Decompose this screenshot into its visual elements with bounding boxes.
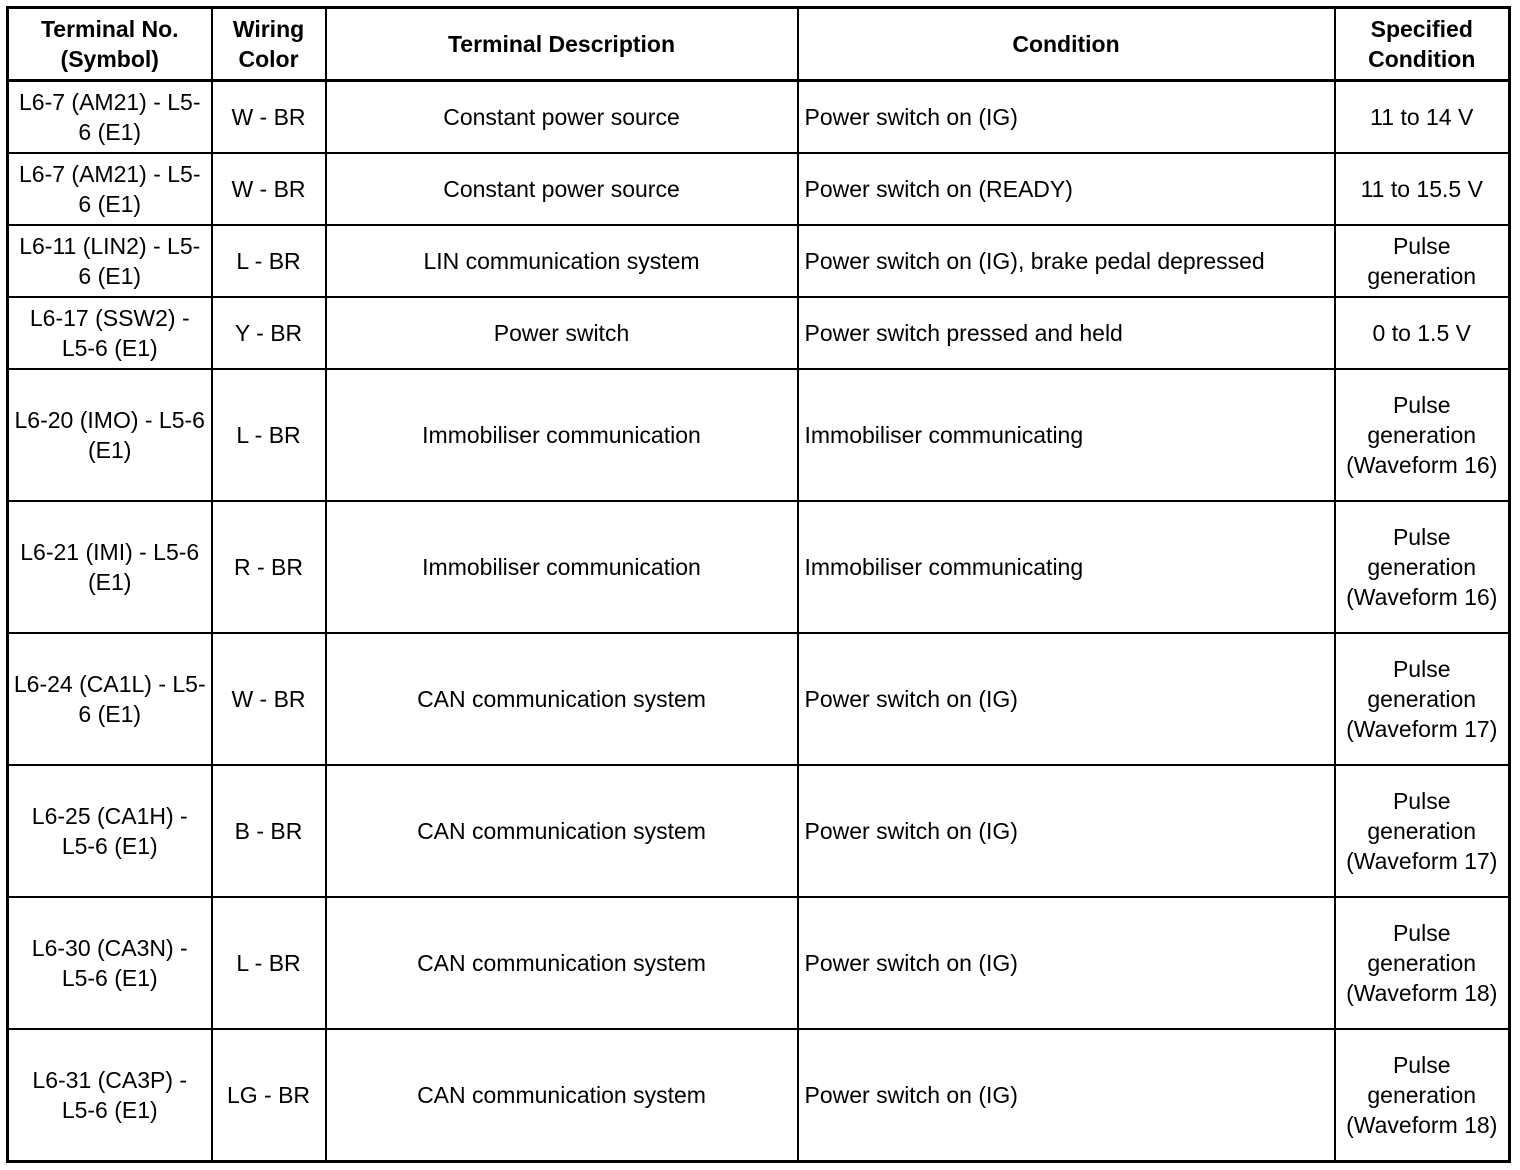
cell-specified-condition: 11 to 14 V: [1335, 81, 1510, 154]
table-row: [8, 225, 1510, 297]
cell-terminal: L6-25 (CA1H) - L5-6 (E1): [8, 765, 212, 897]
cell-condition: Immobiliser communicating: [798, 501, 1335, 633]
cell-description: CAN communication system: [326, 897, 798, 1029]
cell-wiring-color: W - BR: [212, 153, 326, 225]
cell-wiring-color: L - BR: [212, 369, 326, 501]
cell-condition: Power switch on (IG): [798, 633, 1335, 765]
cell-condition: Power switch on (IG): [798, 897, 1335, 1029]
table-header: [8, 8, 1510, 81]
cell-specified-condition: Pulse generation (Waveform 17): [1335, 765, 1510, 897]
cell-wiring-color: W - BR: [212, 81, 326, 154]
cell-condition: Power switch on (IG): [798, 765, 1335, 897]
cell-terminal: L6-21 (IMI) - L5-6 (E1): [8, 501, 212, 633]
table-row: [8, 633, 1510, 765]
table-row: [8, 1029, 1510, 1162]
table-row: [8, 501, 1510, 633]
cell-condition: Power switch on (READY): [798, 153, 1335, 225]
cell-wiring-color: W - BR: [212, 633, 326, 765]
cell-terminal: L6-7 (AM21) - L5-6 (E1): [8, 81, 212, 154]
cell-description: Constant power source: [326, 153, 798, 225]
cell-specified-condition: 11 to 15.5 V: [1335, 153, 1510, 225]
cell-condition: Immobiliser communicating: [798, 369, 1335, 501]
cell-description: Immobiliser communication: [326, 369, 798, 501]
table-row: [8, 369, 1510, 501]
cell-condition: Power switch on (IG): [798, 1029, 1335, 1162]
cell-terminal: L6-30 (CA3N) - L5-6 (E1): [8, 897, 212, 1029]
cell-condition: Power switch on (IG): [798, 81, 1335, 154]
cell-description: Immobiliser communication: [326, 501, 798, 633]
table-row: [8, 153, 1510, 225]
cell-description: CAN communication system: [326, 765, 798, 897]
cell-wiring-color: B - BR: [212, 765, 326, 897]
cell-terminal: L6-17 (SSW2) - L5-6 (E1): [8, 297, 212, 369]
header-condition: Condition: [798, 8, 1335, 81]
cell-wiring-color: Y - BR: [212, 297, 326, 369]
cell-wiring-color: L - BR: [212, 897, 326, 1029]
cell-specified-condition: Pulse generation (Waveform 16): [1335, 501, 1510, 633]
cell-terminal: L6-31 (CA3P) - L5-6 (E1): [8, 1029, 212, 1162]
header-wiring-color: Wiring Color: [212, 8, 326, 81]
table-row: [8, 765, 1510, 897]
cell-terminal: L6-11 (LIN2) - L5-6 (E1): [8, 225, 212, 297]
cell-terminal: L6-24 (CA1L) - L5-6 (E1): [8, 633, 212, 765]
cell-specified-condition: Pulse generation (Waveform 18): [1335, 897, 1510, 1029]
cell-wiring-color: R - BR: [212, 501, 326, 633]
cell-terminal: L6-7 (AM21) - L5-6 (E1): [8, 153, 212, 225]
cell-description: Power switch: [326, 297, 798, 369]
terminal-spec-table: [6, 6, 1511, 1163]
table-row: [8, 897, 1510, 1029]
table-row: [8, 297, 1510, 369]
header-terminal: Terminal No. (Symbol): [8, 8, 212, 81]
cell-description: LIN communication system: [326, 225, 798, 297]
cell-wiring-color: L - BR: [212, 225, 326, 297]
cell-description: CAN communication system: [326, 1029, 798, 1162]
cell-specified-condition: 0 to 1.5 V: [1335, 297, 1510, 369]
cell-specified-condition: Pulse generation: [1335, 225, 1510, 297]
cell-wiring-color: LG - BR: [212, 1029, 326, 1162]
cell-condition: Power switch pressed and held: [798, 297, 1335, 369]
header-specified-condition: Specified Condition: [1335, 8, 1510, 81]
cell-specified-condition: Pulse generation (Waveform 16): [1335, 369, 1510, 501]
header-terminal-description: Terminal Description: [326, 8, 798, 81]
cell-description: CAN communication system: [326, 633, 798, 765]
cell-description: Constant power source: [326, 81, 798, 154]
cell-terminal: L6-20 (IMO) - L5-6 (E1): [8, 369, 212, 501]
cell-specified-condition: Pulse generation (Waveform 18): [1335, 1029, 1510, 1162]
cell-condition: Power switch on (IG), brake pedal depressed: [798, 225, 1335, 297]
table-row: [8, 81, 1510, 154]
cell-specified-condition: Pulse generation (Waveform 17): [1335, 633, 1510, 765]
header-row: [8, 8, 1510, 81]
table-body: [8, 81, 1510, 1162]
